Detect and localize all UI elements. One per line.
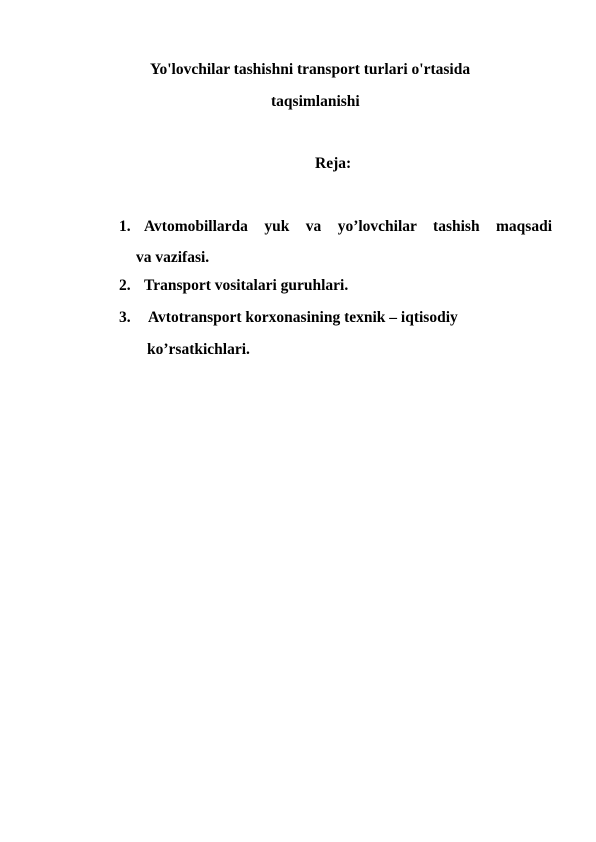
list-item-text: Avtotransport korxonasining texnik – iqtisodiy [148, 309, 458, 326]
plan-heading: Reja: [315, 155, 352, 172]
document-title-line-2: taqsimlanishi [271, 93, 360, 110]
list-item-text: Transport vositalari guruhlari. [144, 277, 349, 294]
document-title-line-1: Yo'lovchilar tashishni transport turlari o'rtasida [150, 61, 471, 78]
list-item-number: 1. [119, 218, 131, 235]
list-item-number: 2. [119, 277, 131, 294]
list-item-text: Avtomobillarda yuk va yo’lovchilar tashish maqsadi [144, 218, 552, 235]
list-item-text-continued: ko’rsatkichlari. [147, 341, 250, 358]
list-item-text-continued: va vazifasi. [136, 249, 210, 266]
list-item-number: 3. [119, 309, 131, 326]
